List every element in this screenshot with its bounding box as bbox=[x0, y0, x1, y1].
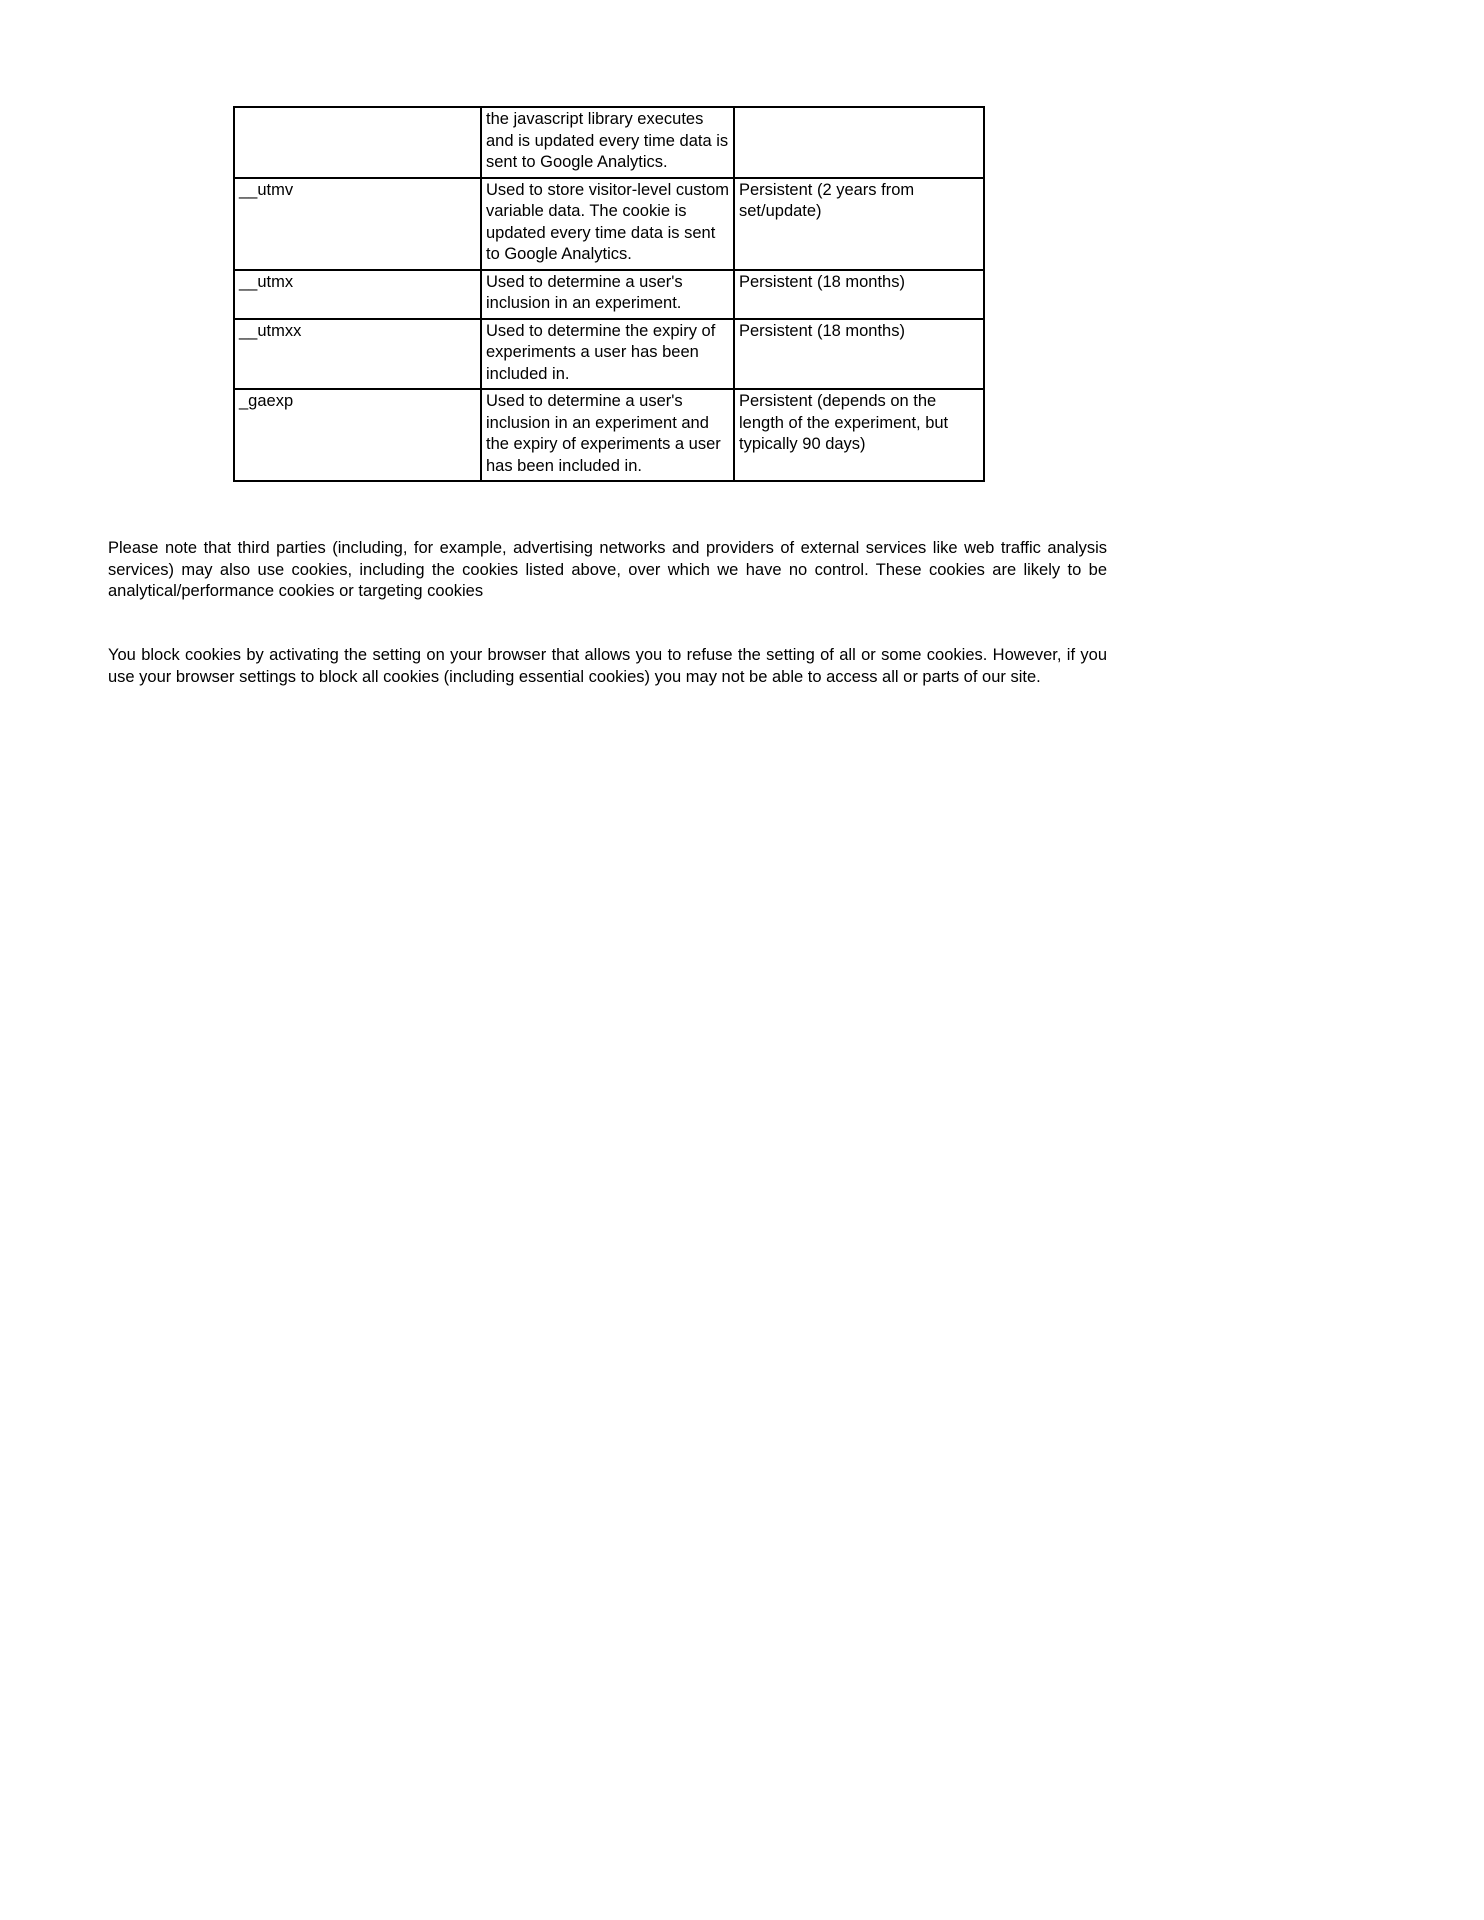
cookie-persistence-cell: Persistent (2 years from set/update) bbox=[734, 178, 984, 270]
table-row bbox=[234, 107, 984, 178]
cookie-description-cell: Used to determine the expiry of experiments a user has been included in. bbox=[481, 319, 734, 390]
cookie-persistence-cell bbox=[734, 107, 984, 178]
cookie-description-cell: Used to store visitor-level custom variable data. The cookie is updated every time data is sent to Google Analytics. bbox=[481, 178, 734, 270]
cookie-persistence-cell: Persistent (18 months) bbox=[734, 319, 984, 390]
cookie-name-cell: __utmxx bbox=[234, 319, 481, 390]
cookie-table bbox=[233, 106, 985, 482]
cookie-name-cell: __utmv bbox=[234, 178, 481, 270]
paragraph-third-parties: Please note that third parties (including, for example, advertising networks and providers of external services like web traffic analysis services) may also use cookies, including the cookies listed above, over which we have no control. These cookies are likely to be analytical/performance cookies or targeting cookies bbox=[108, 539, 1107, 600]
table-row bbox=[234, 319, 984, 390]
table-row bbox=[234, 270, 984, 319]
table-row bbox=[234, 389, 984, 481]
paragraph-block-cookies: You block cookies by activating the setting on your browser that allows you to refuse the setting of all or some cookies. However, if you use your browser settings to block all cookies (including essential cookies) you may not be able to access all or parts of our site. bbox=[108, 646, 1107, 686]
cookie-name-cell: _gaexp bbox=[234, 389, 481, 481]
cookie-persistence-cell: Persistent (depends on the length of the experiment, but typically 90 days) bbox=[734, 389, 984, 481]
cookie-description-cell: Used to determine a user's inclusion in an experiment. bbox=[481, 270, 734, 319]
table-row bbox=[234, 178, 984, 270]
cookie-persistence-cell: Persistent (18 months) bbox=[734, 270, 984, 319]
cookie-name-cell bbox=[234, 107, 481, 178]
cookie-name-cell: __utmx bbox=[234, 270, 481, 319]
cookie-description-cell: the javascript library executes and is updated every time data is sent to Google Analytics. bbox=[481, 107, 734, 178]
cookie-description-cell: Used to determine a user's inclusion in an experiment and the expiry of experiments a user has been included in. bbox=[481, 389, 734, 481]
